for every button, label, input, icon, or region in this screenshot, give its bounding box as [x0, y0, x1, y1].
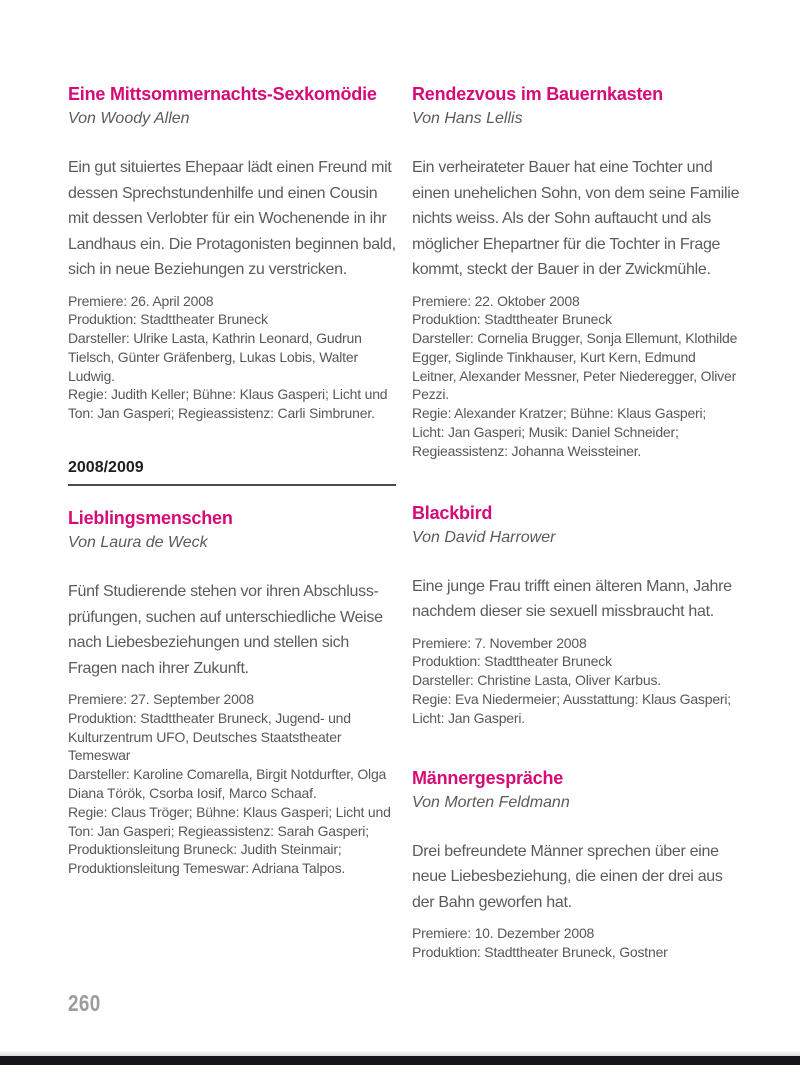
credit-line: Produktion: Stadttheater Bruneck, Jugend- und Kulturzentrum UFO, Deutsches Staatstheater Temeswar [68, 709, 351, 764]
play-author: Von David Harrower [412, 528, 556, 546]
footer-bar [0, 1056, 800, 1065]
play-title: Rendezvous im Bauernkasten [412, 84, 663, 104]
play-title: Männergespräche [412, 767, 564, 788]
credit-line: Darsteller: Karoline Comarella, Birgit Notdurfter, Olga Diana Török, Csorba Iosif, Marco Schaaf. [68, 766, 387, 802]
left-column [68, 84, 396, 962]
play-section-mittsommernacht [68, 84, 396, 423]
credit-line: Premiere: 22. Oktober 2008 [412, 292, 580, 309]
play-credits [412, 292, 740, 461]
play-section-rendezvous [412, 84, 740, 461]
credit-line: Regie: Alexander Kratzer; Bühne: Klaus Gasperi; Licht: Jan Gasperi; Musik: Daniel Schneider; Regieassistenz: Johanna Weissteiner. [412, 405, 707, 459]
play-author: Von Laura de Weck [68, 534, 208, 552]
play-author: Von Woody Allen [68, 110, 190, 127]
play-credits [68, 690, 396, 878]
play-title: Blackbird [412, 502, 493, 523]
credit-line: Darsteller: Christine Lasta, Oliver Karbus. [412, 672, 661, 689]
credit-line: Regie: Eva Niedermeier; Ausstattung: Klaus Gasperi; Licht: Jan Gasperi. [412, 691, 731, 726]
play-synopsis: Fünf Studierende stehen vor ihren Abschluss-prüfungen, suchen auf unterschiedliche Weise nach Liebesbeziehungen und stellen sich Fragen nach ihrer Zukunft. [68, 583, 383, 677]
play-section-lieblingsmenschen [68, 508, 396, 878]
play-section-maennergespraeche [412, 768, 740, 962]
credit-line: Produktion: Stadttheater Bruneck [68, 311, 268, 328]
credit-line: Premiere: 27. September 2008 [68, 691, 254, 708]
play-synopsis: Eine junge Frau trifft einen älteren Mann, Jahre nachdem dieser sie sexuell missbraucht hat. [412, 577, 732, 621]
play-synopsis: Drei befreundete Männer sprechen über eine neue Liebesbeziehung, die einen der drei aus der Bahn geworfen hat. [412, 842, 723, 911]
credit-line: Produktion: Stadttheater Bruneck [412, 653, 612, 670]
credit-line: Darsteller: Cornelia Brugger, Sonja Ellemunt, Klothilde Egger, Siglinde Tinkhauser, Kurt Kern, Edmund Leitner, Alexander Messner, Peter Niederegger, Oliver Pezzi. [412, 330, 738, 403]
play-credits [68, 292, 396, 424]
page-number: 260 [68, 990, 101, 1016]
play-synopsis: Ein gut situiertes Ehepaar lädt einen Freund mit dessen Sprechstundenhilfe und einen Cousin mit dessen Verlobter für ein Wochenende in ihr Landhaus ein. Die Protagonisten beginnen bald, sich in neue Beziehungen zu verstricken. [68, 159, 396, 278]
credit-line: Produktion: Stadttheater Bruneck, Gostner [412, 943, 668, 960]
play-title: Lieblingsmenschen [68, 508, 233, 529]
credit-line: Produktion: Stadttheater Bruneck [412, 311, 612, 328]
play-synopsis: Ein verheirateter Bauer hat eine Tochter und einen unehelichen Sohn, von dem seine Familie nichts weiss. Als der Sohn auftaucht und als möglicher Ehepartner für die Tochter in Frage kommt, steckt der Bauer in der Zwickmühle. [412, 159, 740, 278]
play-credits [412, 924, 740, 962]
play-credits [412, 634, 740, 728]
credit-line: Premiere: 10. Dezember 2008 [412, 925, 595, 942]
play-author: Von Morten Feldmann [412, 793, 570, 811]
credit-line: Darsteller: Ulrike Lasta, Kathrin Leonard, Gudrun Tielsch, Günter Gräfenberg, Lukas Lobis, Walter Ludwig. [68, 330, 362, 384]
season-heading: 2008/2009 [68, 459, 396, 486]
credit-line: Premiere: 7. November 2008 [412, 634, 587, 651]
credit-line: Premiere: 26. April 2008 [68, 292, 214, 309]
credit-line: Regie: Judith Keller; Bühne: Klaus Gasperi; Licht und Ton: Jan Gasperi; Regieassistenz: Carli Simbruner. [68, 386, 388, 422]
play-author: Von Hans Lellis [412, 110, 523, 127]
play-title: Eine Mittsommernachts-Sexkomödie [68, 84, 377, 104]
credit-line: Regie: Claus Tröger; Bühne: Klaus Gasperi; Licht und Ton: Jan Gasperi; Regieassistenz: Sarah Gasperi; Produktionsleitung Bruneck: Judith Steinmair; Produktionsleitung Temeswar: Adriana Talpos. [68, 803, 391, 877]
play-section-blackbird [412, 503, 740, 728]
right-column [412, 84, 740, 962]
